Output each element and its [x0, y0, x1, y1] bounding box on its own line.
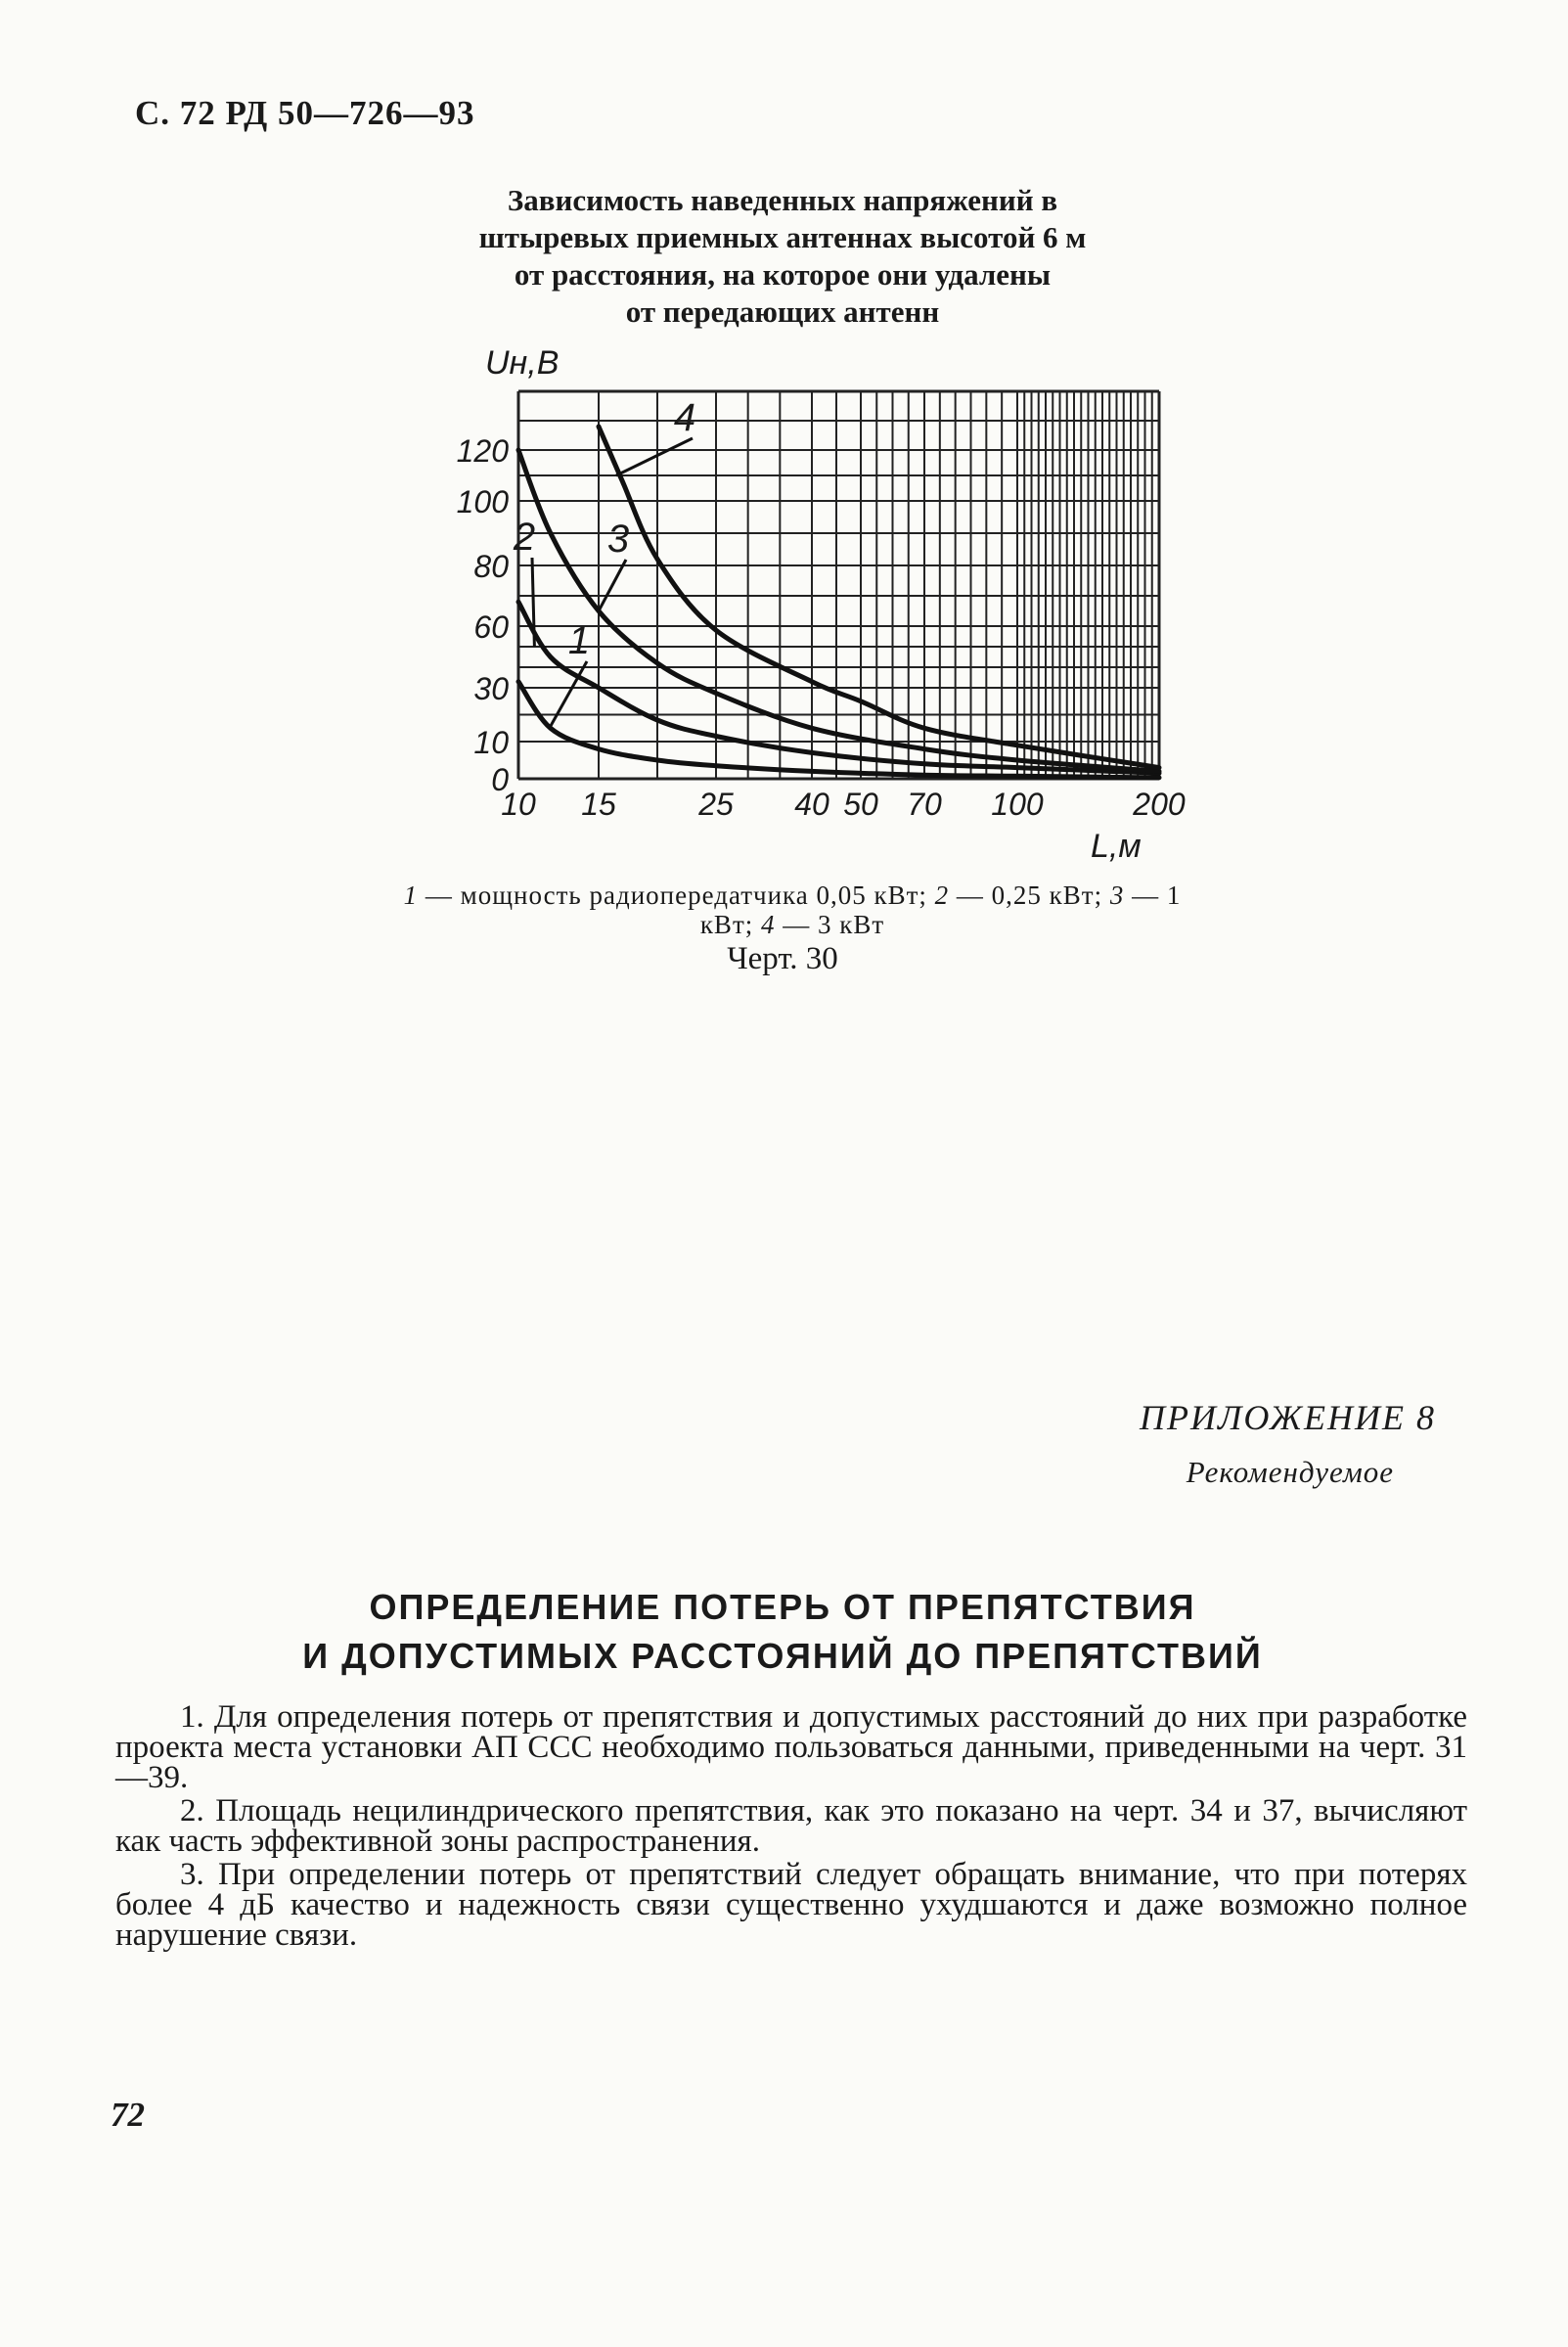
series-4-label: 4 [673, 396, 696, 439]
chart-legend [401, 880, 1184, 939]
y-tick-label: 0 [491, 762, 509, 797]
chart-grid [518, 391, 1159, 779]
section-title-line-2: И ДОПУСТИМЫХ РАССТОЯНИЙ ДО ПРЕПЯТСТВИЙ [302, 1636, 1263, 1676]
series-1-label: 1 [567, 619, 591, 662]
appendix-status: Рекомендуемое [1186, 1455, 1394, 1489]
x-tick-label: 200 [1133, 787, 1186, 822]
chart-curves [518, 427, 1159, 778]
series-3-label: 3 [606, 518, 630, 561]
y-tick-label: 10 [473, 725, 509, 760]
chart-title-line-3: от расстояния, на которое они удалены [514, 257, 1052, 292]
x-tick-label: 100 [991, 787, 1044, 822]
legend-number-3: 3 [1109, 880, 1125, 910]
series-2-label: 2 [513, 516, 536, 559]
x-tick-labels [501, 787, 1186, 822]
y-tick-label: 80 [473, 549, 509, 584]
running-head: С. 72 РД 50—726—93 [135, 94, 475, 132]
chart-title-line-2: штыревых приемных антеннах высотой 6 м [478, 220, 1087, 254]
paragraph-3: 3. При определении потерь от препятствий следует обращать внимание, что при потерях более 4 дБ качество и надежность связи существенно ухудшаются и даже возможно полное нарушение связи. [115, 1857, 1467, 1953]
curve-labels [513, 396, 695, 726]
y-tick-label: 120 [456, 433, 509, 469]
series-4-leader [616, 438, 693, 475]
paragraph-1: 1. Для определения потерь от препятствия и допустимых расстояний до них при разработке проекта места установки АП ССС необходимо пользоваться данными, приведенными на черт. 31—39. [115, 1699, 1467, 1795]
section-title-line-1: ОПРЕДЕЛЕНИЕ ПОТЕРЬ ОТ ПРЕПЯТСТВИЯ [369, 1587, 1196, 1627]
y-axis-label: Uн,В [485, 344, 560, 382]
legend-text-3: — 1 кВт; [699, 880, 1182, 939]
x-tick-label: 70 [907, 787, 942, 822]
x-axis-label: L,м [1091, 828, 1142, 865]
x-tick-label: 10 [501, 787, 536, 822]
x-tick-label: 40 [794, 787, 829, 822]
legend-number-4: 4 [761, 910, 776, 939]
y-tick-label: 30 [473, 671, 509, 706]
paragraph-2: 2. Площадь нецилиндрического препятствия, как это показано на черт. 34 и 37, вычисляют как часть эффективной зоны распространения. [115, 1793, 1467, 1859]
y-tick-label: 100 [456, 484, 509, 519]
page-number: 72 [111, 2096, 145, 2134]
chart-title-line-4: от передающих антенн [625, 294, 940, 329]
x-tick-label: 15 [581, 787, 616, 822]
series-3-line [518, 450, 1159, 771]
x-tick-label: 50 [843, 787, 878, 822]
series-4-line [599, 427, 1159, 768]
y-tick-labels [457, 433, 510, 797]
voltage-distance-chart [0, 0, 1568, 880]
legend-text-4: — 3 кВт [775, 910, 885, 939]
legend-text-1: — мощность радиопередатчика 0,05 кВт; [418, 880, 935, 910]
section-title [196, 1583, 1369, 1681]
y-tick-label: 60 [473, 609, 509, 645]
x-tick-label: 25 [698, 787, 734, 822]
figure-label: Черт. 30 [727, 941, 838, 976]
legend-number-2: 2 [934, 880, 950, 910]
body-text [115, 1699, 1467, 1954]
appendix-title: ПРИЛОЖЕНИЕ 8 [1140, 1398, 1436, 1437]
series-3-leader [599, 560, 626, 611]
legend-number-1: 1 [403, 880, 419, 910]
legend-text-2: — 0,25 кВт; [949, 880, 1110, 910]
chart-title-line-1: Зависимость наведенных напряжений в [507, 183, 1058, 217]
